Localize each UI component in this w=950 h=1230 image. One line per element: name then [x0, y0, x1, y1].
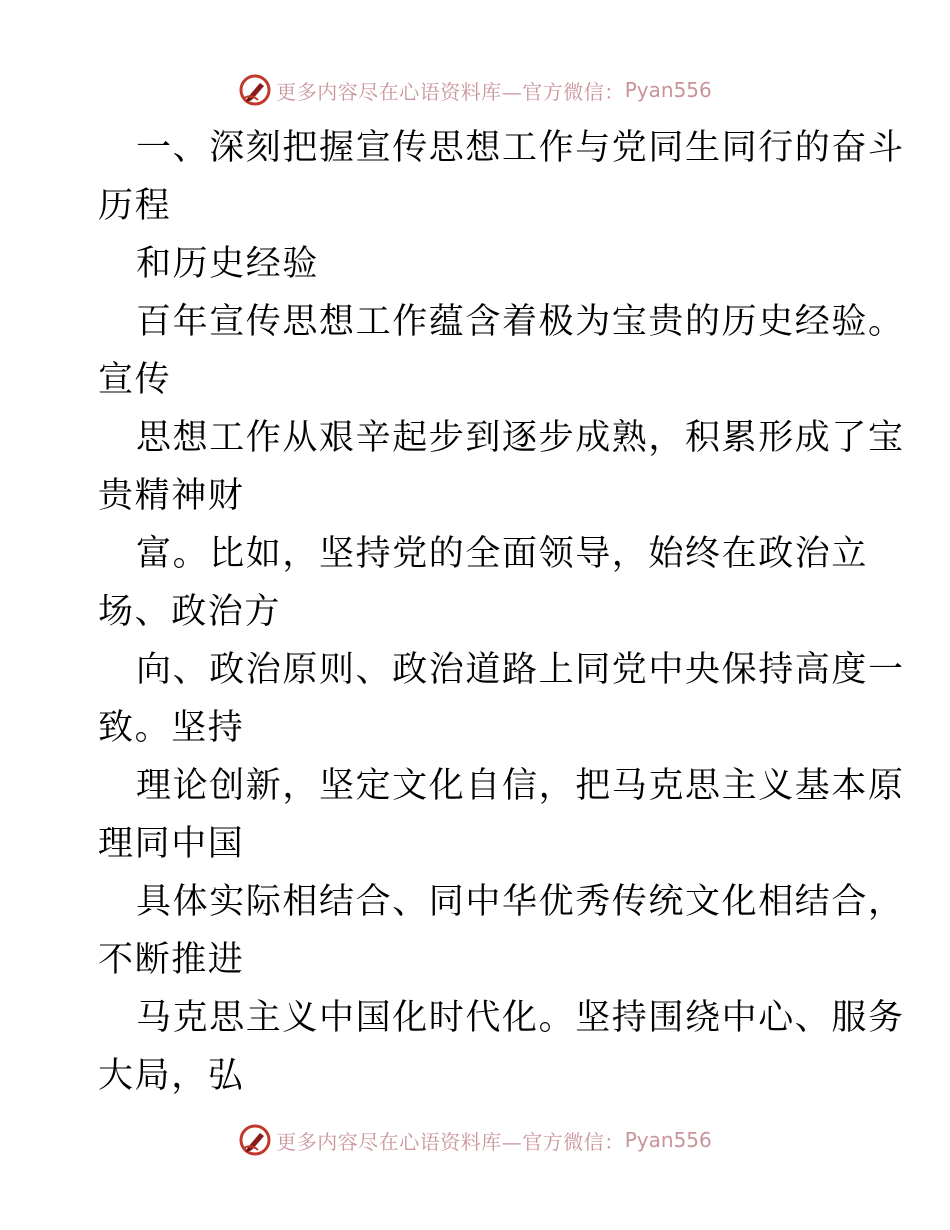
- text-line: 理论创新，坚定文化自信，把马克思主义基本原: [136, 766, 905, 806]
- header-watermark: [0, 70, 950, 110]
- text-line: 历程: [98, 186, 172, 226]
- text-line: 一、深刻把握宣传思想工作与党同生同行的奋斗: [136, 128, 905, 168]
- pen-logo-icon: [238, 1123, 272, 1157]
- text-line: 具体实际相结合、同中华优秀传统文化相结合，: [136, 882, 905, 922]
- text-line: 思想工作从艰辛起步到逐步成熟，积累形成了宝: [136, 418, 905, 458]
- text-line: 场、政治方: [98, 592, 282, 632]
- text-line: 向、政治原则、政治道路上同党中央保持高度一: [136, 650, 905, 690]
- watermark-text: 更多内容尽在心语资料库—官方微信：: [276, 1129, 625, 1154]
- text-line: 致。坚持: [98, 708, 245, 748]
- text-line: 大局，弘: [98, 1056, 245, 1096]
- watermark-group: [238, 1123, 712, 1157]
- pen-logo-icon: [238, 73, 272, 107]
- watermark-text: 更多内容尽在心语资料库—官方微信：: [276, 79, 625, 104]
- text-line: 马克思主义中国化时代化。坚持围绕中心、服务: [136, 998, 905, 1038]
- text-line: 理同中国: [98, 824, 245, 864]
- footer-watermark: [0, 1120, 950, 1160]
- watermark-group: [238, 73, 712, 107]
- watermark-wechat-id: Pyan556: [624, 78, 712, 102]
- text-line: 宣传: [98, 360, 172, 400]
- text-line: 和历史经验: [136, 244, 320, 284]
- text-line: 富。比如，坚持党的全面领导，始终在政治立: [136, 534, 869, 574]
- text-line: 不断推进: [98, 940, 245, 980]
- watermark-wechat-id: Pyan556: [624, 1128, 712, 1152]
- text-line: 贵精神财: [98, 476, 245, 516]
- text-line: 百年宣传思想工作蕴含着极为宝贵的历史经验。: [136, 302, 905, 342]
